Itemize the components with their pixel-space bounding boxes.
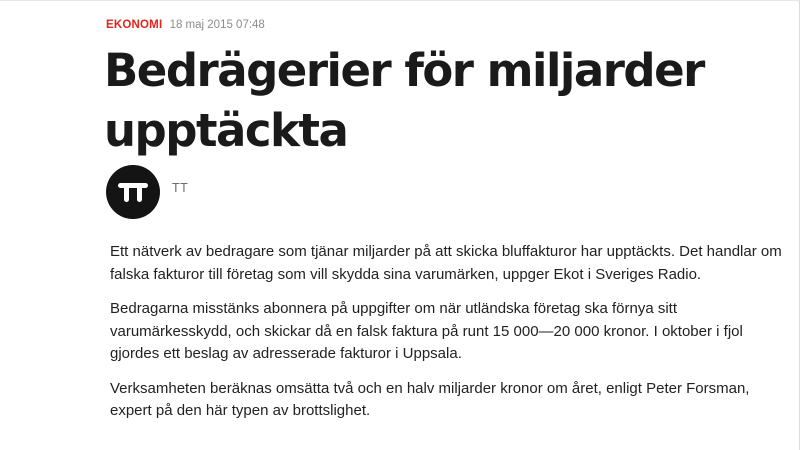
article-paragraph: Bedragarna misstänks abonnera på uppgifter om när utländska företag ska förnya sitt varumärkesskydd, och skickar då en falsk faktura på runt 15 000—20 000 kronor. I oktober i fjol gjordes ett beslag av adresserade fakturor i Uppsala. bbox=[110, 300, 743, 362]
author-avatar[interactable] bbox=[106, 165, 160, 219]
article-meta bbox=[106, 17, 265, 33]
article-paragraph: Ett nätverk av bedragare som tjänar miljarder på att skicka bluffakturor har upptäckts. Det handlar om falska fakturor till företag som vill skydda sina varumärken, uppger Ekot i Sveriges Radio. bbox=[110, 243, 782, 283]
article-paragraph: Verksamheten beräknas omsätta två och en halv miljarder kronor om året, enligt Peter Forsman, expert på den här typen av brottslighet. bbox=[110, 379, 750, 419]
category-link[interactable]: EKONOMI bbox=[106, 19, 163, 31]
tt-logo-icon bbox=[116, 180, 150, 204]
byline bbox=[106, 165, 188, 219]
article-headline: Bedrägerier för miljarder upptäckta bbox=[104, 44, 704, 157]
author-name[interactable]: TT bbox=[172, 181, 189, 195]
publish-date: 18 maj 2015 07:48 bbox=[169, 19, 265, 31]
article-body bbox=[110, 241, 782, 435]
